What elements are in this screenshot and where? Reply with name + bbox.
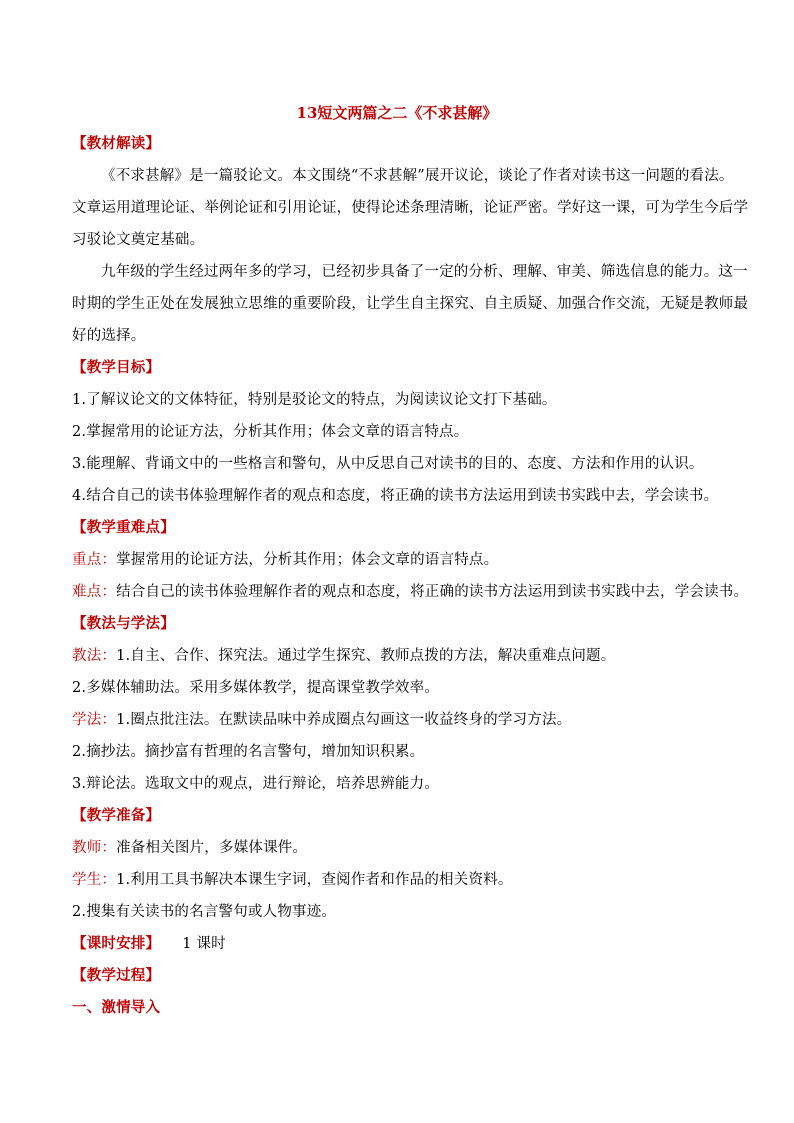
- teacher-prep-label: 教师：: [72, 840, 117, 856]
- process-step-heading: 一、激情导入: [72, 999, 161, 1016]
- section-heading-process: 【教学过程】: [72, 967, 161, 984]
- schedule-value: 1 课时: [182, 936, 226, 952]
- paragraph-line: 好的选择。: [72, 328, 146, 344]
- paragraph-line: 九年级的学生经过两年多的学习，已经初步具备了一定的分析、理解、审美、筛选信息的能力。这一: [101, 264, 748, 280]
- section-heading-methods: 【教法与学法】: [72, 615, 175, 632]
- paragraph-line: 习驳论文奠定基础。: [72, 232, 205, 248]
- document-title: 13短文两篇之二《不求甚解》: [296, 104, 498, 122]
- difficult-point-text: 结合自己的读书体验理解作者的观点和态度，将正确的读书方法运用到读书实践中去，学会读书。: [116, 584, 749, 600]
- learning-method-line: 3.辩论法。选取文中的观点，进行辩论，培养思辨能力。: [72, 776, 440, 792]
- teaching-method-line: 2.多媒体辅助法。采用多媒体教学，提高课堂教学效率。: [72, 680, 440, 696]
- goal-item: 1.了解议论文的文体特征，特别是驳论文的特点，为阅读议论文打下基础。: [72, 392, 557, 408]
- section-heading-key-points: 【教学重难点】: [72, 519, 175, 536]
- section-heading-preparation: 【教学准备】: [72, 807, 161, 824]
- section-heading-goals: 【教学目标】: [72, 359, 161, 376]
- student-prep-label: 学生：: [72, 872, 117, 888]
- goal-item: 3.能理解、背诵文中的一些格言和警句，从中反思自己对读书的目的、态度、方法和作用的认识。: [72, 456, 704, 472]
- teaching-method-text: 1.自主、合作、探究法。通过学生探究、教师点拨的方法，解决重难点问题。: [116, 648, 616, 664]
- learning-method-label: 学法：: [72, 712, 117, 728]
- section-heading-textbook: 【教材解读】: [72, 135, 161, 152]
- student-prep-line: 2.搜集有关读书的名言警句或人物事迹。: [72, 904, 337, 920]
- section-heading-schedule: 【课时安排】: [72, 935, 161, 952]
- learning-method-line: [72, 709, 732, 731]
- difficult-point-label: 难点：: [72, 584, 117, 600]
- student-prep-text: 1.利用工具书解决本课生字词，查阅作者和作品的相关资料。: [116, 872, 513, 888]
- goal-item: 4.结合自己的读书体验理解作者的观点和态度，将正确的读书方法运用到读书实践中去，学会读书。: [72, 488, 719, 504]
- schedule-line: [72, 933, 732, 955]
- learning-method-text: 1.圈点批注法。在默读品味中养成圈点勾画这一收益终身的学习方法。: [116, 712, 572, 728]
- key-point-line: [72, 549, 732, 571]
- student-prep-line: [72, 869, 732, 891]
- key-point-label: 重点：: [72, 552, 117, 568]
- learning-method-line: 2.摘抄法。摘抄富有哲理的名言警句，增加知识积累。: [72, 744, 425, 760]
- teaching-method-label: 教法：: [72, 648, 117, 664]
- paragraph-line: 时期的学生正处在发展独立思维的重要阶段，让学生自主探究、自主质疑、加强合作交流，无疑是教师最: [72, 296, 749, 312]
- teacher-prep-line: [72, 837, 732, 859]
- teaching-method-line: [72, 645, 732, 667]
- paragraph-line: 《不求甚解》是一篇驳论文。本文围绕“不求甚解”展开议论，谈论了作者对读书这一问题的看法。: [101, 168, 734, 184]
- difficult-point-line: [72, 581, 749, 603]
- goal-item: 2.掌握常用的论证方法，分析其作用；体会文章的语言特点。: [72, 424, 469, 440]
- key-point-text: 掌握常用的论证方法，分析其作用；体会文章的语言特点。: [116, 552, 499, 568]
- paragraph-line: 文章运用道理论证、举例论证和引用论证，使得论述条理清晰，论证严密。学好这一课，可为学生今后学: [72, 200, 749, 216]
- teacher-prep-text: 准备相关图片，多媒体课件。: [116, 840, 308, 856]
